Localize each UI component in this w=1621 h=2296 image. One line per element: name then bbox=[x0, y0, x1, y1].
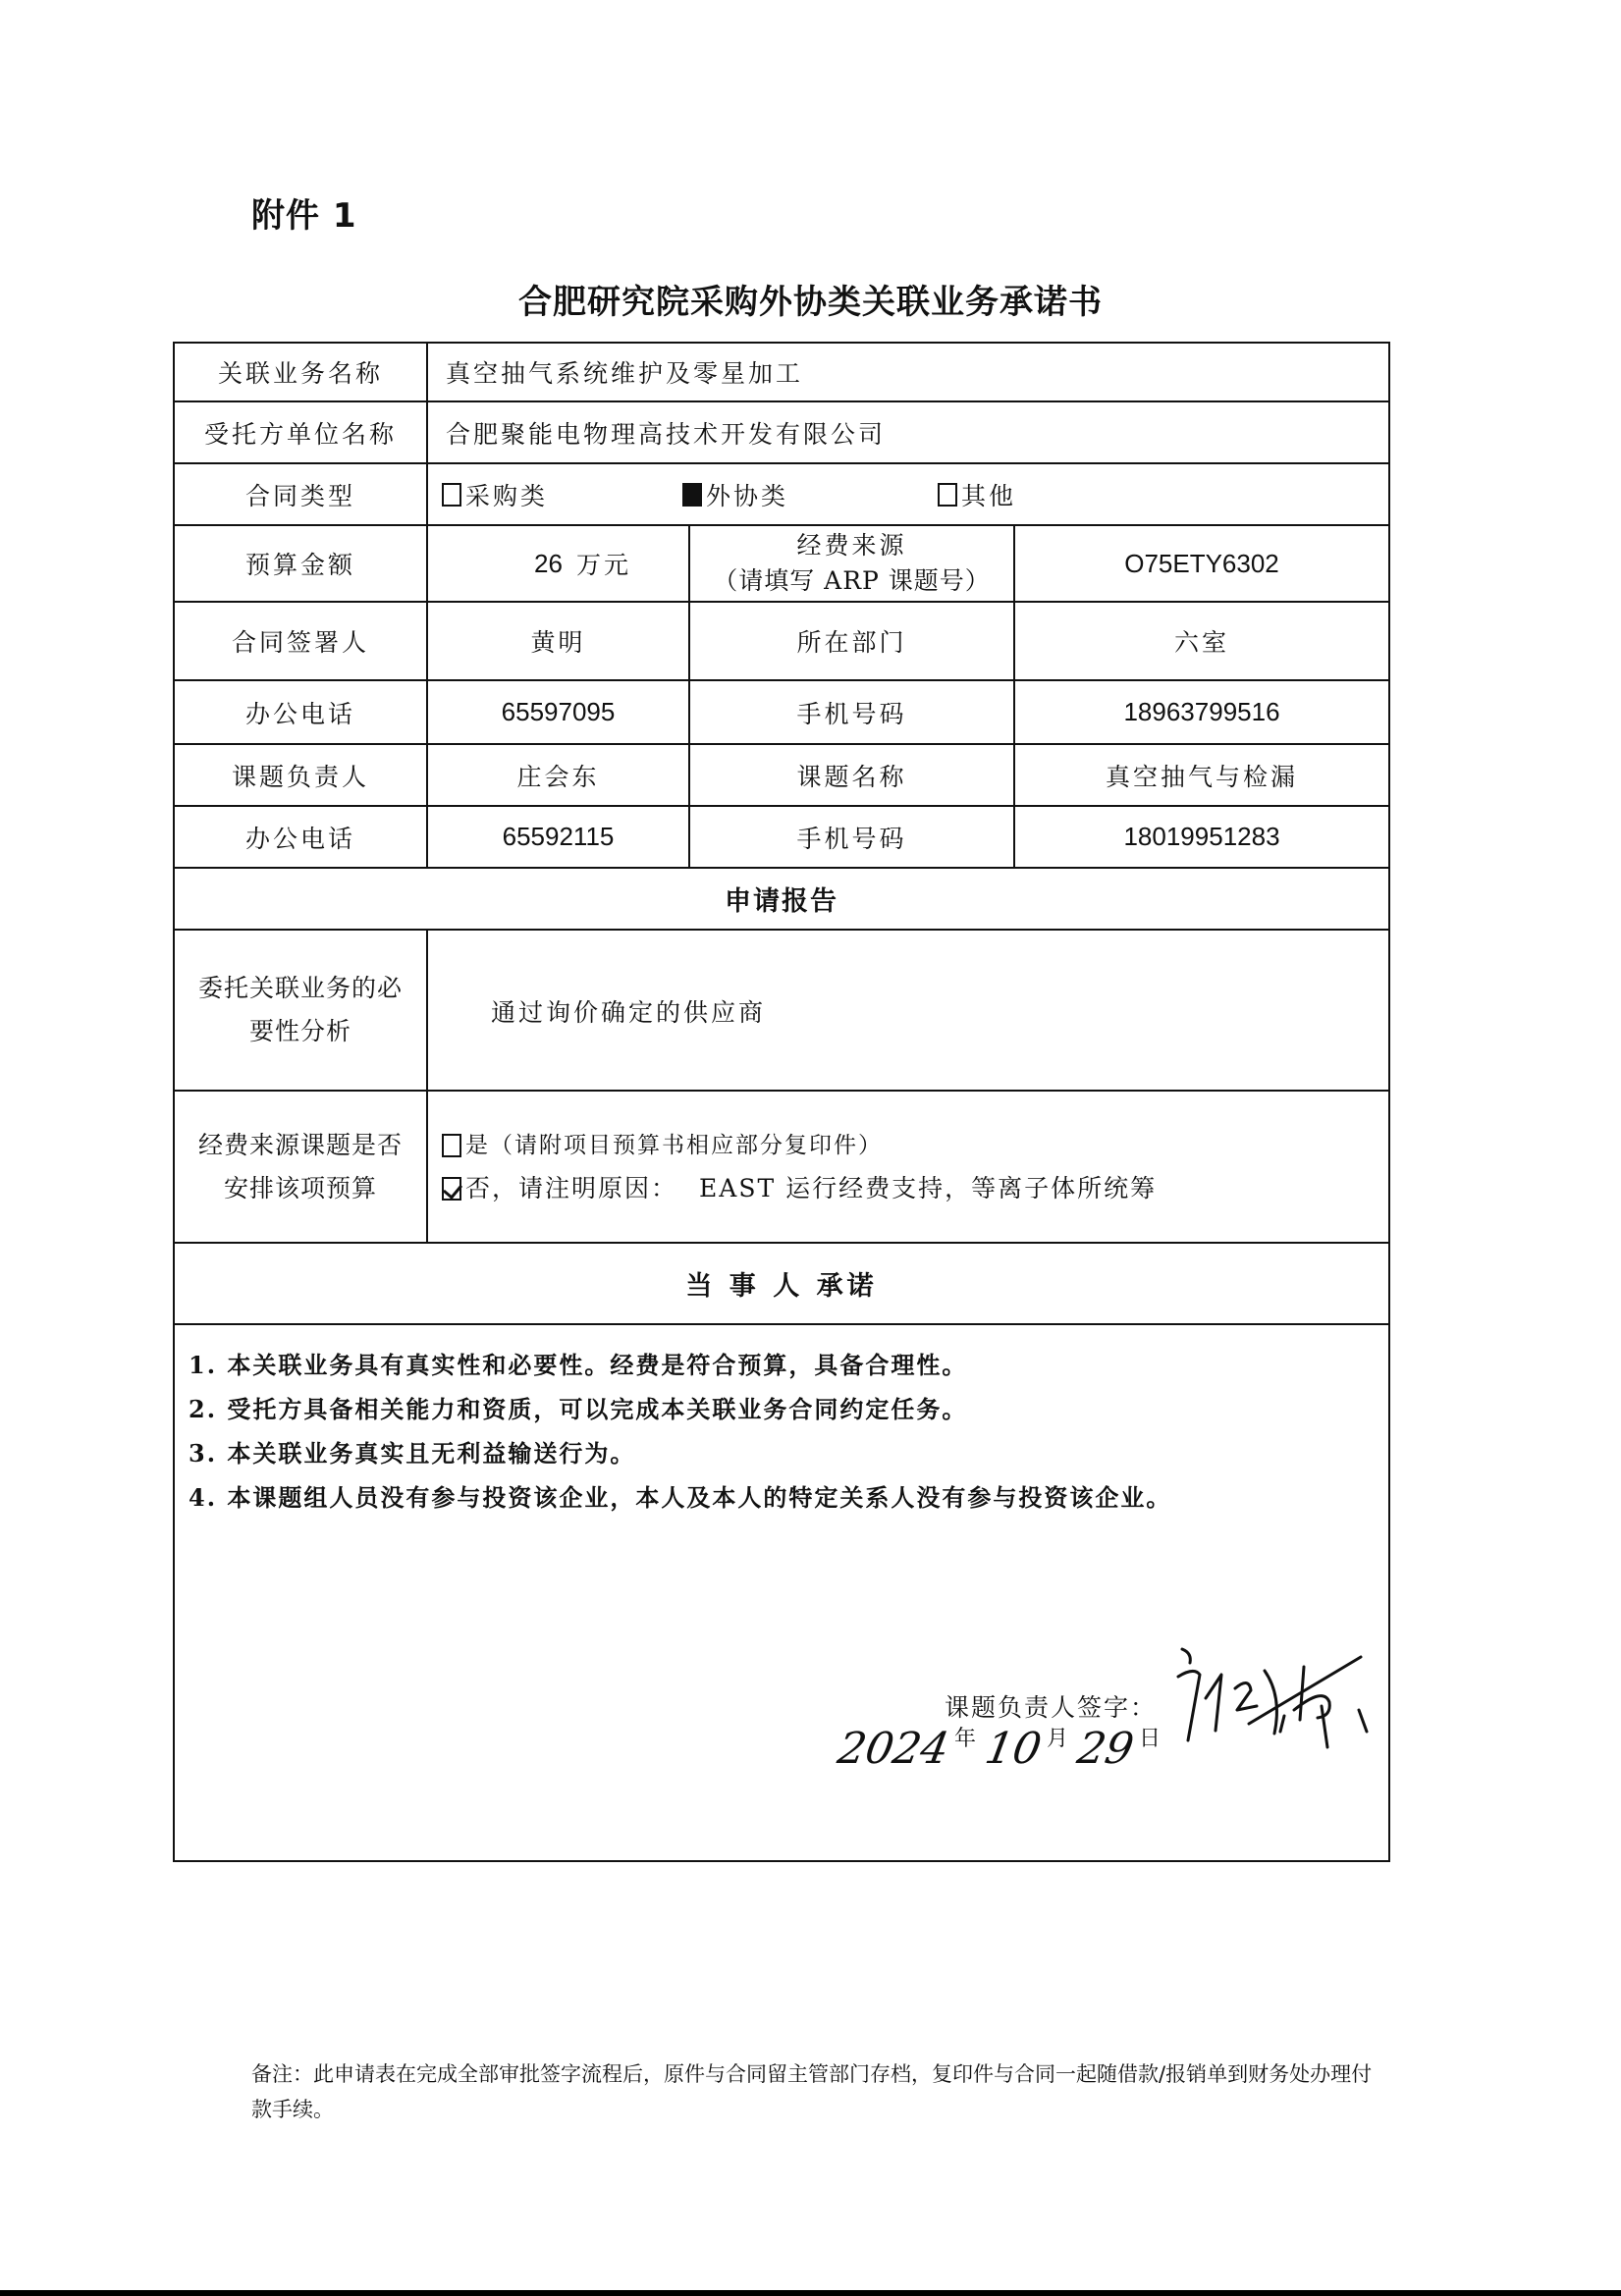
remark-note: 备注：此申请表在完成全部审批签字流程后，原件与合同留主管部门存档，复印件与合同一起随借款/报销单到财务处办理付款手续。 bbox=[251, 2062, 1373, 2121]
business-name-value: 真空抽气系统维护及零星加工 bbox=[446, 359, 804, 388]
signature-label: 课题负责人签字： bbox=[945, 1693, 1158, 1722]
pledge-heading: 当 事 人 承诺 bbox=[685, 1271, 878, 1302]
business-name-label: 关联业务名称 bbox=[217, 359, 383, 388]
date-day: 29 bbox=[1073, 1724, 1138, 1774]
budget-arranged-no-reason: EAST 运行经费支持，等离子体所统筹 bbox=[699, 1173, 1158, 1202]
budget-amount bbox=[428, 526, 688, 601]
budget-arranged-label-line2: 安排该项预算 bbox=[223, 1173, 377, 1202]
contract-type-option-procurement[interactable] bbox=[442, 477, 682, 512]
contract-type-option-other[interactable] bbox=[938, 477, 1016, 512]
signature-stroke bbox=[1178, 1671, 1200, 1740]
checkbox-filled-icon[interactable] bbox=[682, 483, 702, 507]
signature-stroke bbox=[1206, 1675, 1221, 1731]
handwritten-signature bbox=[1166, 1637, 1382, 1755]
signature-stroke bbox=[1359, 1710, 1367, 1732]
checkbox-checked-icon[interactable] bbox=[442, 1177, 461, 1201]
budget-arranged-label bbox=[175, 1092, 426, 1242]
project-lead-value: 庄会东 bbox=[516, 762, 600, 791]
project-name-label: 课题名称 bbox=[796, 762, 907, 791]
budget-amount-value: 26 bbox=[534, 548, 563, 578]
row-divider bbox=[175, 1323, 1388, 1325]
date-day-unit: 日 bbox=[1139, 1727, 1162, 1751]
signature-stroke bbox=[1300, 1667, 1304, 1720]
budget-arranged-no-label: 否，请注明原因： bbox=[465, 1173, 678, 1202]
scan-edge-bar bbox=[0, 2290, 1621, 2296]
signature-stroke bbox=[1265, 1671, 1276, 1734]
project-name-value: 真空抽气与检漏 bbox=[1105, 762, 1298, 791]
application-report-heading: 申请报告 bbox=[725, 886, 838, 917]
signer-mobile-value: 18963799516 bbox=[1123, 697, 1280, 726]
budget-arranged-no-option[interactable] bbox=[442, 1167, 1157, 1210]
signature-stroke bbox=[1235, 1682, 1257, 1710]
contract-signer-label: 合同签署人 bbox=[231, 628, 369, 657]
contract-type-option-label: 其他 bbox=[961, 481, 1017, 510]
entrusted-party-label: 受托方单位名称 bbox=[203, 419, 397, 449]
necessity-label-line2: 要性分析 bbox=[248, 1017, 351, 1045]
date-month-unit: 月 bbox=[1047, 1727, 1069, 1751]
fund-source-label-line2: （请填写 ARP 课题号） bbox=[713, 566, 991, 595]
commitment-form-table bbox=[173, 342, 1390, 1862]
checkbox-unchecked-icon[interactable] bbox=[938, 483, 957, 507]
budget-label: 预算金额 bbox=[244, 551, 355, 579]
budget-arranged-label-line1: 经费来源课题是否 bbox=[197, 1130, 403, 1159]
date-year-unit: 年 bbox=[953, 1727, 976, 1751]
contract-type-options bbox=[428, 464, 1388, 524]
signature-stroke bbox=[1182, 1649, 1190, 1663]
necessity-label-line1: 委托关联业务的必 bbox=[197, 974, 403, 1002]
contract-type-label: 合同类型 bbox=[244, 481, 355, 510]
signer-mobile-label: 手机号码 bbox=[796, 699, 907, 728]
document-title: 合肥研究院采购外协类关联业务承诺书 bbox=[518, 283, 1103, 322]
budget-arranged-options bbox=[428, 1092, 1388, 1242]
budget-arranged-yes-label: 是（请附项目预算书相应部分复印件） bbox=[465, 1132, 883, 1158]
contract-type-option-label: 采购类 bbox=[465, 481, 549, 510]
department-label: 所在部门 bbox=[796, 628, 907, 657]
pledge-list bbox=[189, 1343, 1171, 1520]
date-month: 10 bbox=[981, 1724, 1046, 1774]
necessity-analysis-label bbox=[175, 931, 426, 1090]
fund-source-label-line1: 经费来源 bbox=[796, 531, 907, 560]
contract-type-option-label: 外协类 bbox=[706, 481, 789, 510]
lead-office-phone-value: 65592115 bbox=[502, 822, 615, 851]
signer-office-phone-value: 65597095 bbox=[501, 697, 616, 726]
pledge-item: 1. 本关联业务具有真实性和必要性。经费是符合预算，具备合理性。 bbox=[189, 1351, 968, 1379]
project-lead-label: 课题负责人 bbox=[231, 762, 369, 791]
fund-source-value: O75ETY6302 bbox=[1124, 548, 1279, 578]
lead-mobile-label: 手机号码 bbox=[796, 824, 907, 853]
lead-mobile-value: 18019951283 bbox=[1123, 822, 1280, 851]
checkbox-unchecked-icon[interactable] bbox=[442, 1134, 461, 1157]
signer-office-phone-label: 办公电话 bbox=[244, 699, 355, 728]
signature-date bbox=[834, 1722, 1170, 1774]
contract-type-option-outsourcing[interactable] bbox=[682, 477, 938, 512]
pledge-item: 4. 本课题组人员没有参与投资该企业，本人及本人的特定关系人没有参与投资该企业。 bbox=[189, 1483, 1172, 1512]
fund-source-label bbox=[690, 526, 1013, 601]
checkbox-unchecked-icon[interactable] bbox=[442, 483, 461, 507]
pledge-item: 2. 受托方具备相关能力和资质，可以完成本关联业务合同约定任务。 bbox=[189, 1395, 968, 1423]
budget-arranged-yes-option[interactable] bbox=[442, 1124, 883, 1167]
pledge-item: 3. 本关联业务真实且无利益输送行为。 bbox=[189, 1439, 636, 1468]
entrusted-party-value: 合肥聚能电物理高技术开发有限公司 bbox=[446, 419, 887, 449]
budget-amount-unit: 万元 bbox=[575, 551, 631, 579]
department-value: 六室 bbox=[1173, 628, 1229, 657]
attachment-label: 附件 1 bbox=[251, 196, 357, 236]
necessity-analysis-value: 通过询价确定的供应商 bbox=[491, 998, 767, 1027]
signature-stroke bbox=[1280, 1716, 1284, 1732]
lead-office-phone-label: 办公电话 bbox=[244, 824, 355, 853]
contract-signer-value: 黄明 bbox=[530, 628, 586, 657]
date-year: 2024 bbox=[834, 1724, 953, 1774]
